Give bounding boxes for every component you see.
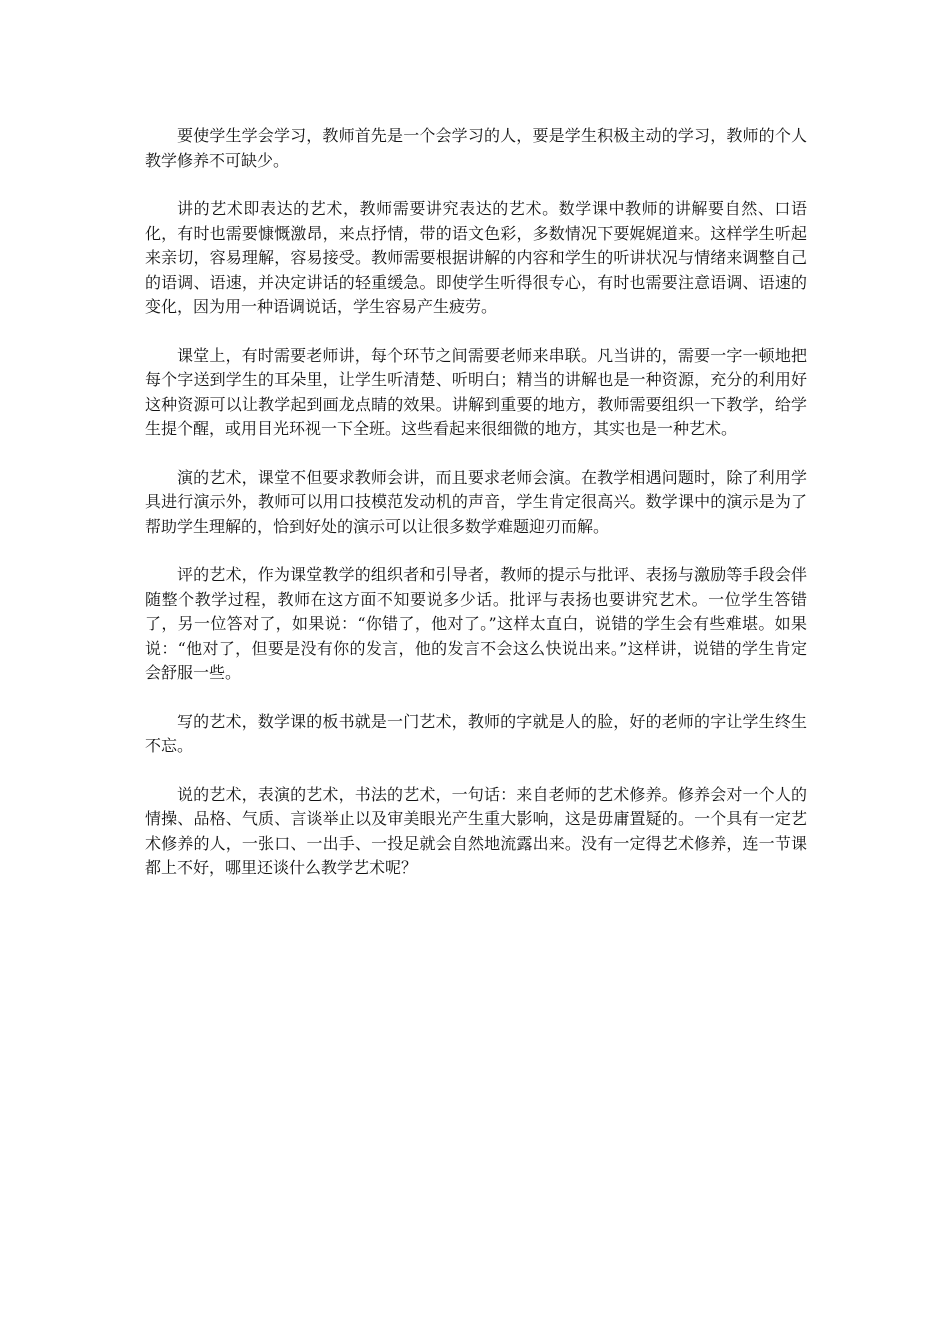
paragraph-2: 讲的艺术即表达的艺术，教师需要讲究表达的艺术。数学课中教师的讲解要自然、口语化，有时也需要慷慨激昂，来点抒情，带的语文色彩，多数情况下要娓娓道来。这样学生听起来亲切，容易理解，容易接受。教师需要根据讲解的内容和学生的听讲状况与情绪来调整自己的语调、语速，并决定讲话的轻重缓急。即使学生听得很专心，有时也需要注意语调、语速的变化，因为用一种语调说话，学生容易产生疲劳。: [145, 199, 807, 316]
paragraph-3: 课堂上，有时需要老师讲，每个环节之间需要老师来串联。凡当讲的，需要一字一顿地把每个字送到学生的耳朵里，让学生听清楚、听明白；精当的讲解也是一种资源，充分的利用好这种资源可以让教学起到画龙点睛的效果。讲解到重要的地方，教师需要组织一下教学，给学生提个醒，或用目光环视一下全班。这些看起来很细微的地方，其实也是一种艺术。: [145, 345, 807, 438]
paragraph-4: 演的艺术，课堂不但要求教师会讲，而且要求老师会演。在教学相遇问题时，除了利用学具进行演示外，教师可以用口技模范发动机的声音，学生肯定很高兴。数学课中的演示是为了帮助学生理解的，恰到好处的演示可以让很多数学难题迎刃而解。: [145, 467, 807, 536]
paragraph-5: 评的艺术，作为课堂教学的组织者和引导者，教师的提示与批评、表扬与激励等手段会伴随整个教学过程，教师在这方面不知要说多少话。批评与表扬也要讲究艺术。一位学生答错了，另一位答对了，如果说：“你错了，他对了。”这样太直白，说错的学生会有些难堪。如果说：“他对了，但要是没有你的发言，他的发言不会这么快说出来。”这样讲，说错的学生肯定会舒服一些。: [145, 565, 807, 682]
document-body: [145, 124, 807, 905]
paragraph-1: 要使学生学会学习，教师首先是一个会学习的人，要是学生积极主动的学习，教师的个人教学修养不可缺少。: [145, 126, 807, 170]
paragraph-6: 写的艺术，数学课的板书就是一门艺术，教师的字就是人的脸，好的老师的字让学生终生不忘。: [145, 711, 807, 755]
paragraph-7: 说的艺术，表演的艺术，书法的艺术，一句话：来自老师的艺术修养。修养会对一个人的情操、品格、气质、言谈举止以及审美眼光产生重大影响，这是毋庸置疑的。一个具有一定艺术修养的人，一张口、一出手、一投足就会自然地流露出来。没有一定得艺术修养，连一节课都上不好，哪里还谈什么教学艺术呢？: [145, 784, 807, 877]
